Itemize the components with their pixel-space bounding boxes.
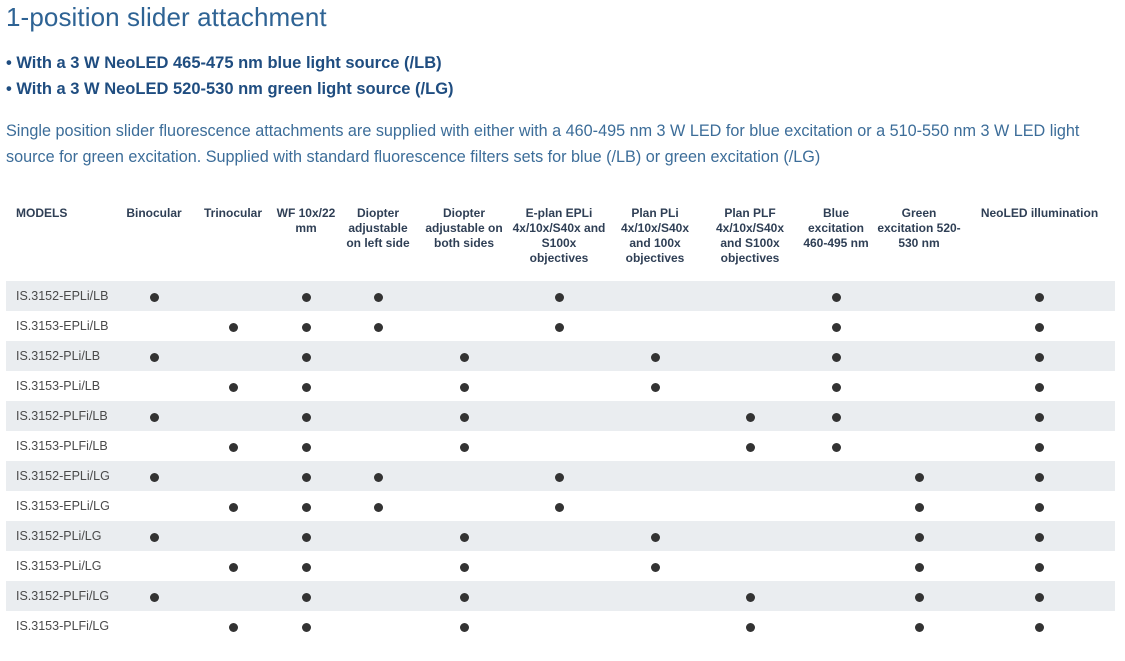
- feature-cell: [608, 521, 702, 551]
- model-name-cell: IS.3152-PLi/LB: [6, 341, 116, 371]
- feature-cell: [116, 341, 192, 371]
- bullet-dot-icon: [651, 563, 660, 572]
- bullet-dot-icon: [555, 323, 564, 332]
- bullet-dot-icon: [1035, 353, 1044, 362]
- feature-cell: [608, 281, 702, 311]
- feature-cell: [192, 281, 274, 311]
- header-wf-eyepiece: WF 10x/22 mm: [276, 206, 336, 235]
- feature-cell: [418, 521, 510, 551]
- feature-cell: [418, 341, 510, 371]
- feature-cell: [874, 431, 964, 461]
- feature-cell: [510, 461, 608, 491]
- feature-cell: [116, 431, 192, 461]
- feature-cell: [418, 281, 510, 311]
- feature-cell: [964, 401, 1115, 431]
- feature-cell: [702, 491, 798, 521]
- feature-cell: [798, 431, 874, 461]
- bullet-dot-icon: [1035, 623, 1044, 632]
- feature-cell: [274, 311, 338, 341]
- feature-bullet-list: [6, 50, 454, 102]
- feature-cell: [510, 581, 608, 611]
- feature-cell: [964, 371, 1115, 401]
- model-name-cell: IS.3152-EPLi/LB: [6, 281, 116, 311]
- feature-cell: [338, 521, 418, 551]
- bullet-dot-icon: [302, 323, 311, 332]
- feature-cell: [964, 491, 1115, 521]
- feature-cell: [964, 311, 1115, 341]
- bullet-dot-icon: [302, 443, 311, 452]
- feature-cell: [192, 611, 274, 641]
- table-row: [6, 311, 1115, 341]
- feature-cell: [510, 401, 608, 431]
- bullet-dot-icon: [150, 293, 159, 302]
- bullet-dot-icon: [460, 383, 469, 392]
- feature-cell: [274, 461, 338, 491]
- bullet-dot-icon: [302, 473, 311, 482]
- feature-cell: [274, 281, 338, 311]
- feature-cell: [510, 281, 608, 311]
- feature-cell: [338, 401, 418, 431]
- feature-cell: [702, 341, 798, 371]
- feature-cell: [510, 491, 608, 521]
- feature-cell: [798, 341, 874, 371]
- feature-cell: [874, 551, 964, 581]
- feature-cell: [798, 551, 874, 581]
- feature-cell: [964, 431, 1115, 461]
- model-name-cell: IS.3153-PLFi/LB: [16, 439, 108, 453]
- table-row: [6, 341, 1115, 371]
- feature-cell: [192, 371, 274, 401]
- feature-cell: [418, 401, 510, 431]
- bullet-dot-icon: [302, 383, 311, 392]
- feature-cell: [510, 521, 608, 551]
- bullet-dot-icon: [832, 293, 841, 302]
- header-eplan-epli: E-plan EPLi 4x/10x/S40x and S100x objectives: [512, 206, 606, 265]
- table-row: [6, 401, 1115, 431]
- feature-cell: [418, 371, 510, 401]
- bullet-dot-icon: [1035, 473, 1044, 482]
- header-binocular: Binocular: [126, 206, 182, 220]
- model-name-cell: IS.3153-EPLi/LG: [16, 499, 110, 513]
- bullet-dot-icon: [832, 413, 841, 422]
- feature-cell: [608, 371, 702, 401]
- bullet-dot-icon: [915, 623, 924, 632]
- feature-cell: [702, 461, 798, 491]
- feature-cell: [510, 431, 608, 461]
- header-plan-pli: Plan PLi 4x/10x/S40x and 100x objectives: [620, 206, 690, 265]
- bullet-dot-icon: [915, 533, 924, 542]
- feature-cell: [964, 521, 1115, 551]
- feature-cell: [702, 581, 798, 611]
- feature-cell: [702, 371, 798, 401]
- feature-cell: [418, 431, 510, 461]
- feature-cell: [418, 491, 510, 521]
- bullet-dot-icon: [555, 473, 564, 482]
- header-neoled: NeoLED illumination: [980, 206, 1099, 220]
- feature-cell: [798, 581, 874, 611]
- feature-cell: [874, 371, 964, 401]
- bullet-dot-icon: [651, 533, 660, 542]
- feature-cell: [274, 551, 338, 581]
- bullet-dot-icon: [915, 503, 924, 512]
- feature-cell: [874, 581, 964, 611]
- header-diopter-both: Diopter adjustable on both sides: [425, 206, 503, 250]
- bullet-dot-icon: [229, 563, 238, 572]
- bullet-dot-icon: [150, 413, 159, 422]
- model-name-cell: IS.3153-PLi/LB: [16, 379, 101, 393]
- bullet-dot-icon: [374, 473, 383, 482]
- intro-paragraph: Single position slider fluorescence attachments are supplied with either with a 460-495 nm 3 W LED for blue excitation or a 510-550 nm 3 W LED light source for green excitation. Supplied with standard fluorescence filters sets for blue (/LB) or green excitation (/LG): [6, 122, 1080, 166]
- bullet-dot-icon: [1035, 593, 1044, 602]
- bullet-dot-icon: [302, 353, 311, 362]
- table-row: [6, 611, 1115, 641]
- feature-cell: [510, 551, 608, 581]
- feature-cell: [702, 401, 798, 431]
- feature-cell: [274, 611, 338, 641]
- feature-cell: [418, 581, 510, 611]
- feature-cell: [874, 311, 964, 341]
- feature-cell: [798, 401, 874, 431]
- feature-cell: [608, 341, 702, 371]
- feature-cell: [338, 281, 418, 311]
- feature-bullet-green: • With a 3 W NeoLED 520-530 nm green light source (/LG): [6, 80, 454, 98]
- feature-cell: [608, 311, 702, 341]
- feature-cell: [798, 521, 874, 551]
- bullet-dot-icon: [1035, 293, 1044, 302]
- model-name-cell: IS.3152-EPLi/LG: [6, 461, 116, 491]
- bullet-dot-icon: [1035, 413, 1044, 422]
- feature-cell: [964, 581, 1115, 611]
- bullet-dot-icon: [555, 293, 564, 302]
- feature-cell: [608, 611, 702, 641]
- bullet-dot-icon: [832, 443, 841, 452]
- feature-cell: [192, 461, 274, 491]
- bullet-dot-icon: [229, 623, 238, 632]
- feature-cell: [116, 611, 192, 641]
- feature-cell: [510, 371, 608, 401]
- table-row: [6, 431, 1115, 461]
- table-row: [6, 551, 1115, 581]
- feature-cell: [116, 371, 192, 401]
- bullet-dot-icon: [915, 593, 924, 602]
- feature-cell: [798, 311, 874, 341]
- feature-cell: [608, 461, 702, 491]
- bullet-dot-icon: [746, 593, 755, 602]
- table-body: [6, 281, 1115, 641]
- bullet-dot-icon: [460, 353, 469, 362]
- bullet-dot-icon: [150, 473, 159, 482]
- feature-cell: [274, 521, 338, 551]
- feature-cell: [338, 581, 418, 611]
- header-diopter-left: Diopter adjustable on left side: [346, 206, 410, 250]
- feature-cell: [192, 401, 274, 431]
- table-row: [6, 371, 1115, 401]
- feature-cell: [510, 341, 608, 371]
- feature-cell: [116, 311, 192, 341]
- feature-cell: [338, 611, 418, 641]
- feature-cell: [274, 401, 338, 431]
- feature-cell: [874, 491, 964, 521]
- feature-cell: [874, 611, 964, 641]
- bullet-dot-icon: [832, 323, 841, 332]
- feature-cell: [192, 341, 274, 371]
- model-name-cell: IS.3152-PLFi/LG: [6, 581, 116, 611]
- bullet-dot-icon: [832, 353, 841, 362]
- feature-cell: [192, 491, 274, 521]
- feature-cell: [116, 281, 192, 311]
- feature-cell: [874, 281, 964, 311]
- header-blue-excitation: Blue excitation 460-495 nm: [803, 206, 869, 250]
- feature-cell: [116, 401, 192, 431]
- bullet-dot-icon: [302, 293, 311, 302]
- bullet-dot-icon: [460, 563, 469, 572]
- feature-cell: [874, 401, 964, 431]
- bullet-dot-icon: [555, 503, 564, 512]
- page-title: 1-position slider attachment: [6, 2, 327, 32]
- feature-cell: [608, 431, 702, 461]
- feature-cell: [608, 551, 702, 581]
- feature-cell: [874, 341, 964, 371]
- bullet-dot-icon: [1035, 443, 1044, 452]
- model-name-cell: IS.3153-EPLi/LB: [16, 319, 109, 333]
- header-green-excitation: Green excitation 520-530 nm: [877, 206, 961, 250]
- feature-cell: [274, 491, 338, 521]
- feature-cell: [702, 611, 798, 641]
- feature-cell: [338, 491, 418, 521]
- feature-bullet-blue: • With a 3 W NeoLED 465-475 nm blue light source (/LB): [6, 54, 442, 72]
- bullet-dot-icon: [460, 593, 469, 602]
- models-table: [6, 202, 1115, 641]
- bullet-dot-icon: [229, 503, 238, 512]
- bullet-dot-icon: [229, 383, 238, 392]
- bullet-dot-icon: [832, 383, 841, 392]
- feature-cell: [964, 341, 1115, 371]
- header-models: MODELS: [16, 206, 68, 220]
- bullet-dot-icon: [374, 503, 383, 512]
- feature-cell: [964, 461, 1115, 491]
- bullet-dot-icon: [1035, 503, 1044, 512]
- model-name-cell: IS.3153-PLFi/LG: [16, 619, 110, 633]
- table-row: [6, 491, 1115, 521]
- bullet-dot-icon: [460, 623, 469, 632]
- feature-cell: [874, 521, 964, 551]
- feature-cell: [874, 461, 964, 491]
- bullet-dot-icon: [150, 593, 159, 602]
- bullet-dot-icon: [746, 443, 755, 452]
- bullet-dot-icon: [302, 503, 311, 512]
- table-row: [6, 281, 1115, 311]
- feature-cell: [116, 461, 192, 491]
- bullet-dot-icon: [746, 623, 755, 632]
- feature-cell: [964, 281, 1115, 311]
- feature-cell: [418, 551, 510, 581]
- bullet-dot-icon: [229, 323, 238, 332]
- feature-cell: [338, 431, 418, 461]
- feature-cell: [338, 341, 418, 371]
- bullet-dot-icon: [460, 443, 469, 452]
- bullet-dot-icon: [1035, 563, 1044, 572]
- header-trinocular: Trinocular: [203, 206, 262, 220]
- bullet-dot-icon: [374, 323, 383, 332]
- bullet-dot-icon: [651, 383, 660, 392]
- feature-cell: [510, 311, 608, 341]
- bullet-dot-icon: [302, 413, 311, 422]
- bullet-dot-icon: [302, 593, 311, 602]
- feature-cell: [418, 311, 510, 341]
- feature-cell: [338, 311, 418, 341]
- feature-cell: [116, 491, 192, 521]
- table-row: [6, 461, 1115, 491]
- bullet-dot-icon: [460, 533, 469, 542]
- feature-cell: [702, 281, 798, 311]
- feature-cell: [798, 281, 874, 311]
- bullet-dot-icon: [746, 413, 755, 422]
- feature-cell: [608, 401, 702, 431]
- bullet-dot-icon: [1035, 323, 1044, 332]
- feature-cell: [192, 521, 274, 551]
- bullet-dot-icon: [302, 533, 311, 542]
- feature-cell: [798, 371, 874, 401]
- feature-cell: [608, 491, 702, 521]
- table-header: [6, 202, 1115, 281]
- bullet-dot-icon: [1035, 383, 1044, 392]
- table-row: [6, 521, 1115, 551]
- feature-cell: [418, 611, 510, 641]
- feature-cell: [116, 521, 192, 551]
- feature-cell: [798, 491, 874, 521]
- bullet-dot-icon: [915, 473, 924, 482]
- feature-cell: [116, 581, 192, 611]
- feature-cell: [964, 611, 1115, 641]
- feature-cell: [274, 371, 338, 401]
- model-name-cell: IS.3153-PLi/LG: [16, 559, 102, 573]
- feature-cell: [608, 581, 702, 611]
- feature-cell: [702, 431, 798, 461]
- feature-cell: [192, 311, 274, 341]
- model-name-cell: IS.3152-PLFi/LB: [6, 401, 116, 431]
- feature-cell: [338, 371, 418, 401]
- model-name-cell: IS.3152-PLi/LG: [6, 521, 116, 551]
- feature-cell: [192, 431, 274, 461]
- bullet-dot-icon: [374, 293, 383, 302]
- feature-cell: [192, 581, 274, 611]
- bullet-dot-icon: [302, 563, 311, 572]
- feature-cell: [798, 611, 874, 641]
- feature-cell: [192, 551, 274, 581]
- feature-cell: [116, 551, 192, 581]
- feature-cell: [702, 521, 798, 551]
- bullet-dot-icon: [229, 443, 238, 452]
- feature-cell: [798, 461, 874, 491]
- bullet-dot-icon: [651, 353, 660, 362]
- feature-cell: [274, 431, 338, 461]
- feature-cell: [702, 551, 798, 581]
- bullet-dot-icon: [150, 353, 159, 362]
- table-row: [6, 581, 1115, 611]
- bullet-dot-icon: [915, 563, 924, 572]
- feature-cell: [274, 581, 338, 611]
- feature-cell: [338, 551, 418, 581]
- feature-cell: [510, 611, 608, 641]
- feature-cell: [964, 551, 1115, 581]
- bullet-dot-icon: [302, 623, 311, 632]
- feature-cell: [338, 461, 418, 491]
- feature-cell: [418, 461, 510, 491]
- feature-cell: [702, 311, 798, 341]
- header-plan-plf: Plan PLF 4x/10x/S40x and S100x objectives: [715, 206, 785, 265]
- bullet-dot-icon: [460, 413, 469, 422]
- bullet-dot-icon: [150, 533, 159, 542]
- bullet-dot-icon: [1035, 533, 1044, 542]
- feature-cell: [274, 341, 338, 371]
